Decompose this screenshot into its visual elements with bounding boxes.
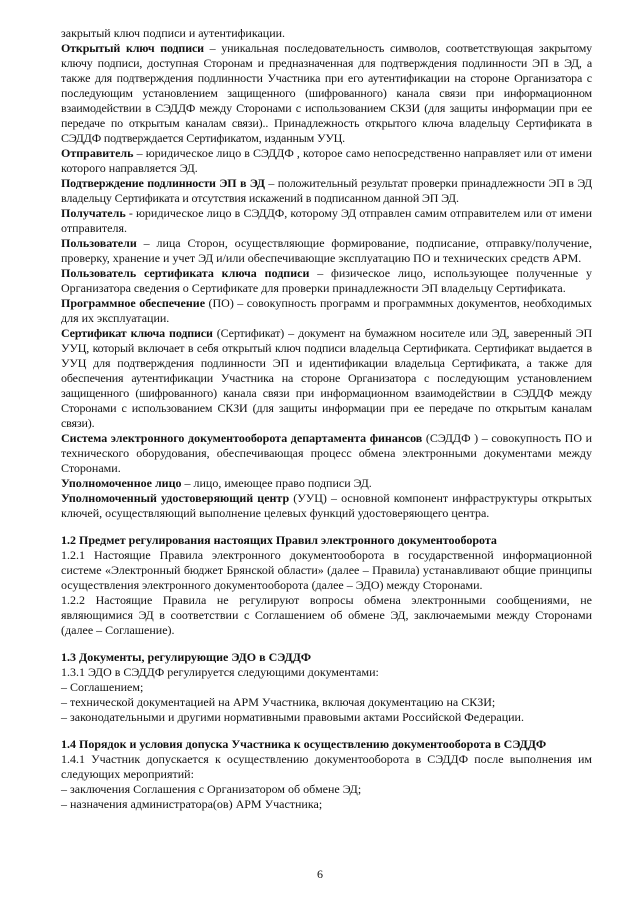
section-gap — [61, 725, 592, 737]
definition-sender — [61, 146, 592, 176]
definition-text: – лица Сторон, осуществляющие формирование, подписание, отправку/получение, проверку, хранение и учет ЭД и/или обеспечивающие эксплуатацию ПО и технических средств АРМ. — [61, 236, 592, 265]
definition-text: – юридическое лицо в СЭДДФ , которое само непосредственно направляет или от имени которого направляется ЭД. — [61, 146, 592, 175]
list-item: – заключения Соглашения с Организатором об обмене ЭД; — [61, 782, 362, 796]
list-item: – Соглашением; — [61, 680, 144, 694]
section-1-4-heading: 1.4 Порядок и условия допуска Участника к осуществлению документооборота в СЭДДФ — [61, 737, 547, 751]
definition-term: Пользователи — [61, 236, 137, 250]
definition-text: – физическое лицо, использующее полученные у Организатора сведения о Сертификате для проверки принадлежности ЭП владельцу Сертификата. — [61, 266, 592, 295]
definition-certificate-user — [61, 266, 592, 296]
definition-text: (Сертификат) – документ на бумажном носителе или ЭД, заверенный ЭП УУЦ, который включает в себя открытый ключ подписи владельца Сертификата. Сертификат выдается в УУЦ для подтверждения подлинности ЭП и идентификации владельца Сертификата, а также для обеспечения аутентификации Участника на стороне Организатора с последующим установлением защищенного (шифрованного) канала связи при информационном взаимодействии в СЭДДФ между Сторонами с использованием СКЗИ (для защиты информации при ее передаче по открытым каналам связи). — [61, 326, 592, 430]
section-1-3-heading: 1.3 Документы, регулирующие ЭДО в СЭДДФ — [61, 650, 312, 664]
definition-term: Получатель — [61, 206, 126, 220]
paragraph-1-2-1: 1.2.1 Настоящие Правила электронного документооборота в государственной информационной системе «Электронный бюджет Брянской области» (далее – Правила) устанавливают общие принципы осуществления электронного документооборота (далее – ЭДО) между Сторонами. — [61, 548, 592, 592]
definition-text: – положительный результат проверки принадлежности ЭП в ЭД владельцу Сертификата и отсутствия искажений в подписанном данной ЭП ЭД. — [61, 176, 592, 205]
line-1-4-1: 1.4.1 Участник допускается к осуществлению документооборота в СЭДДФ после выполнения им следующих мероприятий: — [61, 752, 592, 781]
paragraph-1-2-2: 1.2.2 Настоящие Правила не регулируют вопросы обмена электронными сообщениями, не являющимися ЭД в соответствии с Соглашением об обмене ЭД, заключаемыми между Сторонами (далее – Соглашение). — [61, 593, 592, 637]
section-gap — [61, 638, 592, 650]
definition-software — [61, 296, 592, 326]
definition-term: Пользователь сертификата ключа подписи — [61, 266, 310, 280]
definition-open-key — [61, 41, 592, 146]
definition-term: Программное обеспечение — [61, 296, 206, 310]
definition-authorized-person — [61, 476, 592, 491]
definition-term: Открытый ключ подписи — [61, 41, 204, 55]
definition-text: (СЭДДФ ) – совокупность ПО и технического оборудования, обеспечивающая процесс обмена электронными документами между Сторонами. — [61, 431, 592, 475]
definition-text: – лицо, имеющее право подписи ЭД. — [181, 476, 372, 490]
definition-term: Уполномоченный удостоверяющий центр — [61, 491, 290, 505]
definition-confirmation — [61, 176, 592, 206]
list-item: – законодательными и другими нормативными правовыми актами Российской Федерации. — [61, 710, 524, 724]
list-item: – технической документацией на АРМ Участника, включая документацию на СКЗИ; — [61, 695, 496, 709]
definition-term: Система электронного документооборота департамента финансов — [61, 431, 423, 445]
definition-text: – уникальная последовательность символов, соответствующая закрытому ключу подписи, доступная Сторонам и предназначенная для подтверждения подлинности ЭП в ЭД, а также для подтверждения подлинности Участника при его аутентификации на стороне Организатора с последующим установлением защищенного (шифрованного) канала связи при информационном взаимодействии в СЭДДФ между Сторонами с использованием СКЗИ (для защиты информации при ее передаче по открытым каналам связи).. Принадлежность открытого ключа владельцу Сертификата в СЭДДФ подтверждается Сертификатом, изданным УУЦ. — [61, 41, 592, 145]
line-1-3-1: 1.3.1 ЭДО в СЭДДФ регулируется следующими документами: — [61, 665, 379, 679]
definition-term: Сертификат ключа подписи — [61, 326, 213, 340]
definition-term: Подтверждение подлинности ЭП в ЭД — [61, 176, 265, 190]
definition-system — [61, 431, 592, 476]
section-gap — [61, 521, 592, 533]
definition-term: Уполномоченное лицо — [61, 476, 182, 490]
definition-text: (УУЦ) – основной компонент инфраструктуры открытых ключей, осуществляющий выполнение целевых функций удостоверяющего центра. — [61, 491, 592, 520]
definition-term: Отправитель — [61, 146, 134, 160]
section-1-2-heading: 1.2 Предмет регулирования настоящих Правил электронного документооборота — [61, 533, 497, 547]
definition-users — [61, 236, 592, 266]
top-line: закрытый ключ подписи и аутентификации. — [61, 26, 286, 40]
definition-recipient — [61, 206, 592, 236]
definition-certificate — [61, 326, 592, 431]
page-number: 6 — [317, 867, 323, 881]
definition-authorized-center — [61, 491, 592, 521]
definitions-list — [61, 41, 592, 521]
list-item: – назначения администратора(ов) АРМ Участника; — [61, 797, 323, 811]
definition-text: (ПО) – совокупность программ и программных документов, необходимых для их эксплуатации. — [61, 296, 592, 325]
definition-text: - юридическое лицо в СЭДДФ, которому ЭД отправлен самим отправителем или от имени отправителя. — [61, 206, 592, 235]
